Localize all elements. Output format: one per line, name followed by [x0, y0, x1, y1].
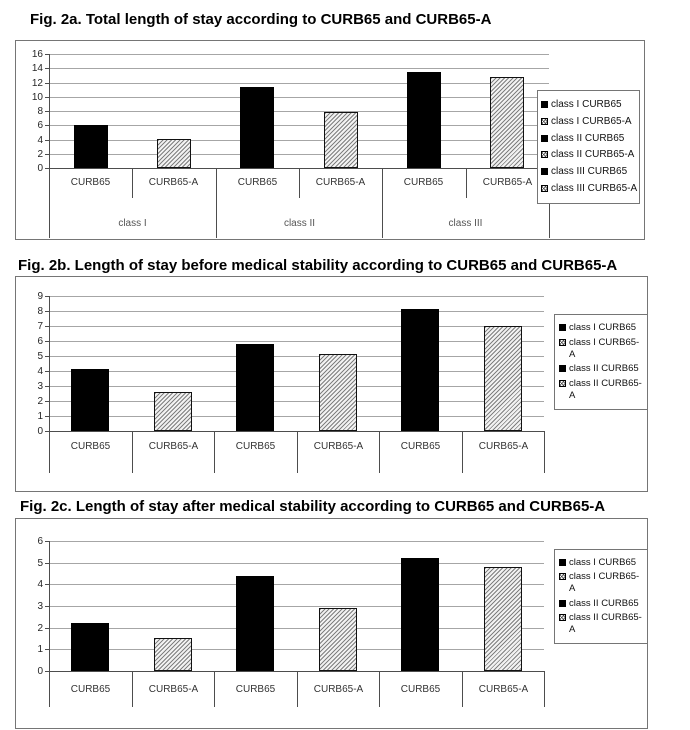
figure-2a-title: Fig. 2a. Total length of stay according to CURB65 and CURB65-A [30, 11, 492, 28]
legend-label: class II CURB65 [569, 363, 639, 375]
legend-label: class I CURB65-A [569, 336, 640, 360]
y-axis-tick-label: 2 [37, 149, 43, 160]
figure-2c-chart [15, 518, 648, 729]
bar-2-curb65 [236, 344, 274, 431]
legend [554, 314, 648, 410]
gridline [49, 584, 544, 585]
legend [537, 90, 640, 204]
gridline [49, 563, 544, 564]
y-axis-tick-label: 0 [37, 426, 43, 437]
bar-0-curb65 [71, 623, 109, 671]
x-category-label: CURB65 [403, 177, 444, 188]
gridline [49, 371, 544, 372]
legend-swatch-hatch [559, 339, 566, 346]
legend-swatch-hatch [541, 118, 548, 125]
legend-item-class-iii-curb65 [541, 166, 636, 178]
class-group-label: class III [448, 218, 483, 229]
y-axis-tick-label: 0 [37, 163, 43, 174]
bar-class-i-curb65-a [157, 139, 191, 168]
y-axis-line [49, 541, 50, 707]
legend-label: class II CURB65 [551, 132, 625, 144]
category-separator [214, 431, 215, 473]
y-axis-tick-label: 5 [37, 351, 43, 362]
y-axis-tick-label: 4 [37, 579, 43, 590]
class-group-label: class I [118, 218, 147, 229]
legend-swatch-solid [541, 135, 548, 142]
figure-2b-title: Fig. 2b. Length of stay before medical stability according to CURB65 and CURB65-A [18, 257, 618, 274]
legend-label: class II CURB65 [569, 597, 639, 609]
gridline [49, 154, 549, 155]
gridline [49, 296, 544, 297]
y-axis-tick-label: 3 [37, 381, 43, 392]
legend-item-class-ii-curb65 [559, 598, 643, 610]
legend-label: class I CURB65 [569, 557, 637, 568]
legend-item-class-ii-curb65 [541, 133, 636, 145]
x-category-label: CURB65 [237, 177, 278, 188]
figure-2c-title: Fig. 2c. Length of stay after medical stability according to CURB65 and CURB65-A [20, 498, 606, 515]
bar-class-i-curb65 [74, 125, 108, 168]
category-separator [462, 431, 463, 473]
bar-1-curb65-a [154, 638, 192, 671]
bar-class-ii-curb65-a [324, 112, 358, 168]
gridline [49, 356, 544, 357]
bar-class-ii-curb65 [240, 87, 274, 168]
legend-item-class-i-curb65 [559, 322, 643, 334]
legend-item-class-i-curb65 [541, 99, 636, 111]
y-axis-tick-label: 1 [37, 411, 43, 422]
bar-3-curb65-a [319, 608, 357, 671]
y-axis-tick-label: 0 [37, 666, 43, 677]
legend-label: class I CURB65-A [551, 115, 632, 127]
legend-swatch-solid [541, 168, 548, 175]
legend-item-class-i-curb65-a [559, 337, 643, 361]
bar-4-curb65 [401, 558, 439, 671]
gridline [49, 606, 544, 607]
y-axis-tick-label: 3 [37, 601, 43, 612]
y-axis-tick-label: 2 [37, 623, 43, 634]
gridline [49, 326, 544, 327]
x-category-label: CURB65 [235, 684, 276, 695]
gridline [49, 68, 549, 69]
category-separator [132, 671, 133, 707]
x-category-label: CURB65 [70, 177, 111, 188]
legend-label: class I CURB65 [551, 99, 622, 110]
figure-2b-chart [15, 276, 648, 492]
legend-swatch-hatch [559, 573, 566, 580]
category-separator [132, 168, 133, 198]
x-category-label: CURB65 [400, 684, 441, 695]
y-axis-tick-label: 16 [31, 49, 43, 60]
legend-label: class III CURB65 [551, 166, 628, 178]
x-category-label: CURB65-A [315, 177, 366, 188]
legend-swatch-solid [559, 365, 566, 372]
y-axis-tick-label: 2 [37, 396, 43, 407]
legend-label: class III CURB65-A [551, 182, 638, 194]
x-category-label: CURB65-A [313, 441, 364, 452]
bar-0-curb65 [71, 369, 109, 431]
x-category-label: CURB65-A [478, 441, 529, 452]
x-category-label: CURB65-A [313, 684, 364, 695]
x-category-label: CURB65-A [148, 177, 199, 188]
legend-swatch-solid [559, 559, 566, 566]
bar-class-iii-curb65-a [490, 77, 524, 168]
gridline [49, 628, 544, 629]
legend-item-class-ii-curb65-a [541, 149, 636, 161]
legend-swatch-solid [559, 324, 566, 331]
legend-item-class-ii-curb65-a [559, 612, 643, 636]
category-separator [132, 431, 133, 473]
gridline [49, 649, 544, 650]
category-separator [297, 431, 298, 473]
category-separator [299, 168, 300, 198]
legend-swatch-hatch [559, 380, 566, 387]
y-axis-tick-label: 4 [37, 135, 43, 146]
legend-item-class-i-curb65-a [541, 116, 636, 128]
bar-1-curb65-a [154, 392, 192, 431]
category-separator [462, 671, 463, 707]
legend-item-class-i-curb65 [559, 557, 643, 569]
legend-swatch-hatch [559, 614, 566, 621]
y-axis-tick-label: 6 [37, 536, 43, 547]
category-separator [297, 671, 298, 707]
legend-swatch-hatch [541, 151, 548, 158]
gridline [49, 111, 549, 112]
x-category-label: CURB65 [400, 441, 441, 452]
class-group-separator [216, 168, 217, 238]
legend-item-class-i-curb65-a [559, 571, 643, 595]
legend-item-class-ii-curb65 [559, 363, 643, 375]
y-axis-tick-label: 7 [37, 321, 43, 332]
gridline [49, 386, 544, 387]
legend-swatch-solid [541, 101, 548, 108]
gridline [49, 311, 544, 312]
gridline [49, 125, 549, 126]
bar-2-curb65 [236, 576, 274, 671]
legend-label: class II CURB65-A [551, 149, 635, 161]
bar-3-curb65-a [319, 354, 357, 431]
x-category-label: CURB65-A [478, 684, 529, 695]
figure-2a-chart [15, 40, 645, 240]
legend-swatch-solid [559, 600, 566, 607]
category-separator [379, 431, 380, 473]
x-category-label: CURB65-A [148, 684, 199, 695]
x-category-label: CURB65 [70, 441, 111, 452]
y-axis-tick-label: 10 [31, 92, 43, 103]
y-axis-tick-label: 1 [37, 644, 43, 655]
legend-label: class II CURB65-A [569, 377, 642, 401]
gridline [49, 83, 549, 84]
y-axis-tick-label: 6 [37, 336, 43, 347]
y-axis-tick-label: 8 [37, 106, 43, 117]
x-category-label: CURB65 [70, 684, 111, 695]
bar-class-iii-curb65 [407, 72, 441, 168]
y-axis-tick-label: 9 [37, 291, 43, 302]
legend [554, 549, 648, 644]
gridline [49, 140, 549, 141]
bar-5-curb65-a [484, 567, 522, 671]
legend-swatch-hatch [541, 185, 548, 192]
category-separator [214, 671, 215, 707]
x-category-label: CURB65-A [482, 177, 533, 188]
bar-4-curb65 [401, 309, 439, 431]
category-separator [466, 168, 467, 198]
class-group-label: class II [283, 218, 316, 229]
class-group-separator [382, 168, 383, 238]
bar-5-curb65-a [484, 326, 522, 431]
legend-label: class I CURB65-A [569, 571, 640, 595]
gridline [49, 401, 544, 402]
legend-label: class I CURB65 [569, 322, 637, 333]
y-axis-tick-label: 8 [37, 306, 43, 317]
y-axis-tick-label: 12 [31, 78, 43, 89]
gridline [49, 97, 549, 98]
legend-label: class II CURB65-A [569, 611, 642, 635]
x-category-label: CURB65-A [148, 441, 199, 452]
gridline [49, 54, 549, 55]
category-separator [379, 671, 380, 707]
y-axis-line [49, 54, 50, 238]
legend-item-class-iii-curb65-a [541, 183, 636, 195]
gridline [49, 341, 544, 342]
y-axis-tick-label: 6 [37, 120, 43, 131]
y-axis-tick-label: 14 [31, 63, 43, 74]
y-axis-tick-label: 5 [37, 558, 43, 569]
legend-item-class-ii-curb65-a [559, 378, 643, 402]
gridline [49, 541, 544, 542]
y-axis-tick-label: 4 [37, 366, 43, 377]
gridline [49, 416, 544, 417]
x-category-label: CURB65 [235, 441, 276, 452]
